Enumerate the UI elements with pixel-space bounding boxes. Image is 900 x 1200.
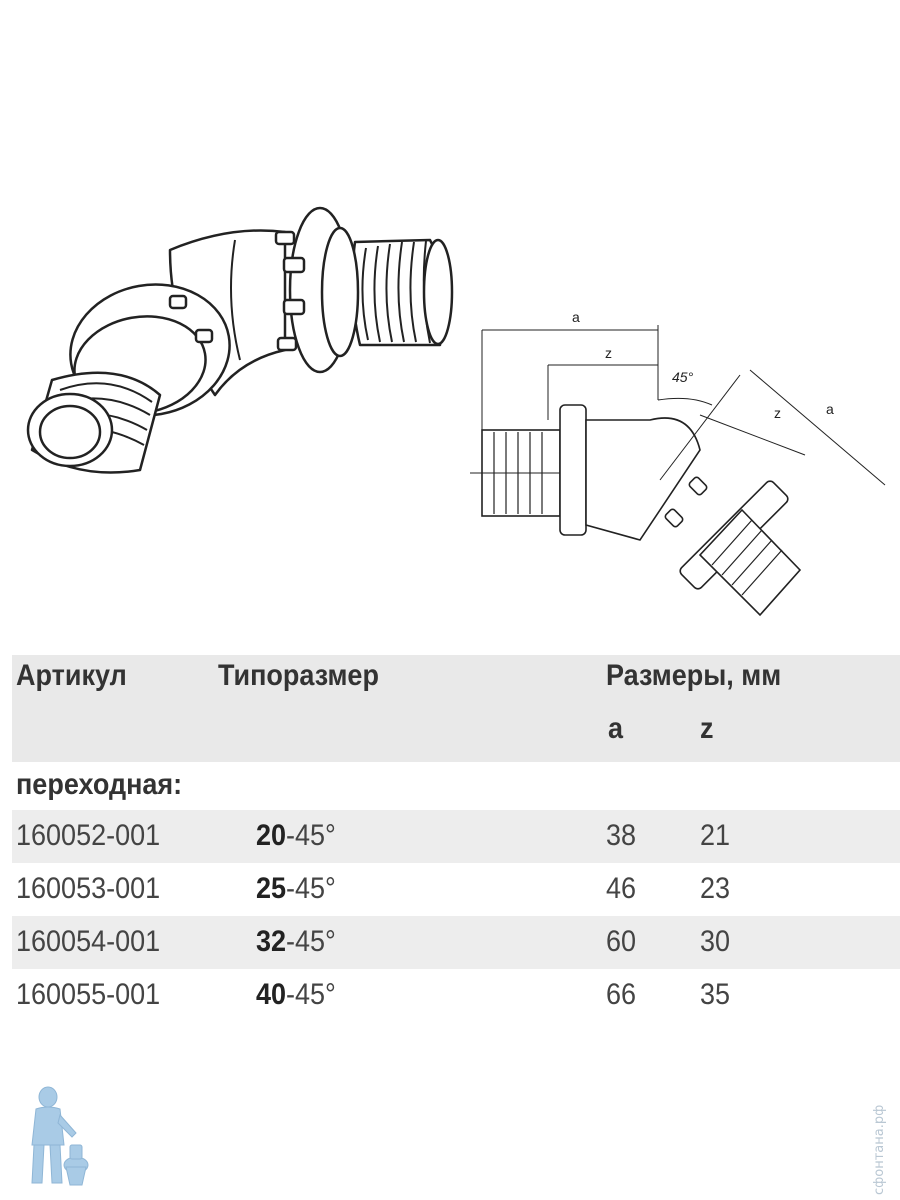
header-type: Типоразмер: [218, 659, 379, 692]
table-row: [12, 863, 900, 916]
cell-z: 21: [700, 819, 731, 852]
dim-a-label: a: [572, 309, 580, 325]
section-title: [12, 762, 900, 810]
cell-type: [256, 821, 336, 851]
fitting-isometric: [28, 208, 452, 473]
cell-size: 32: [256, 925, 287, 958]
table-header: [12, 655, 900, 762]
cell-angle: -45°: [286, 978, 336, 1011]
cell-a: 46: [606, 872, 637, 905]
site-watermark: сфонтана.рф: [872, 1104, 887, 1195]
cell-article: 160052-001: [16, 819, 161, 852]
dim-z-label: z: [605, 345, 612, 361]
section-label: переходная:: [16, 768, 183, 801]
cell-size: 25: [256, 872, 287, 905]
cell-z: 35: [700, 978, 731, 1011]
cell-a: 38: [606, 819, 637, 852]
cell-article: 160053-001: [16, 872, 161, 905]
cell-type: [256, 980, 336, 1010]
cell-article: 160055-001: [16, 978, 161, 1011]
header-a: a: [608, 712, 624, 745]
cell-size: 20: [256, 819, 287, 852]
cell-angle: -45°: [286, 819, 336, 852]
cell-angle: -45°: [286, 925, 336, 958]
table-row: [12, 810, 900, 863]
angle-label: 45°: [672, 369, 694, 385]
cell-a: 66: [606, 978, 637, 1011]
cell-type: [256, 927, 336, 957]
cell-z: 23: [700, 872, 731, 905]
cell-a: 60: [606, 925, 637, 958]
dim-a-right-label: a: [826, 401, 834, 417]
spec-table: [12, 655, 900, 1022]
header-z: z: [700, 712, 714, 745]
cell-z: 30: [700, 925, 731, 958]
cell-size: 40: [256, 978, 287, 1011]
cell-article: 160054-001: [16, 925, 161, 958]
header-dimensions: Размеры, мм: [606, 659, 782, 692]
header-article: Артикул: [16, 659, 127, 692]
table-row: [12, 969, 900, 1022]
plumber-mascot-logo: [20, 1085, 90, 1190]
dim-z-right-label: z: [774, 405, 781, 421]
cell-angle: -45°: [286, 872, 336, 905]
table-row: [12, 916, 900, 969]
cell-type: [256, 874, 336, 904]
